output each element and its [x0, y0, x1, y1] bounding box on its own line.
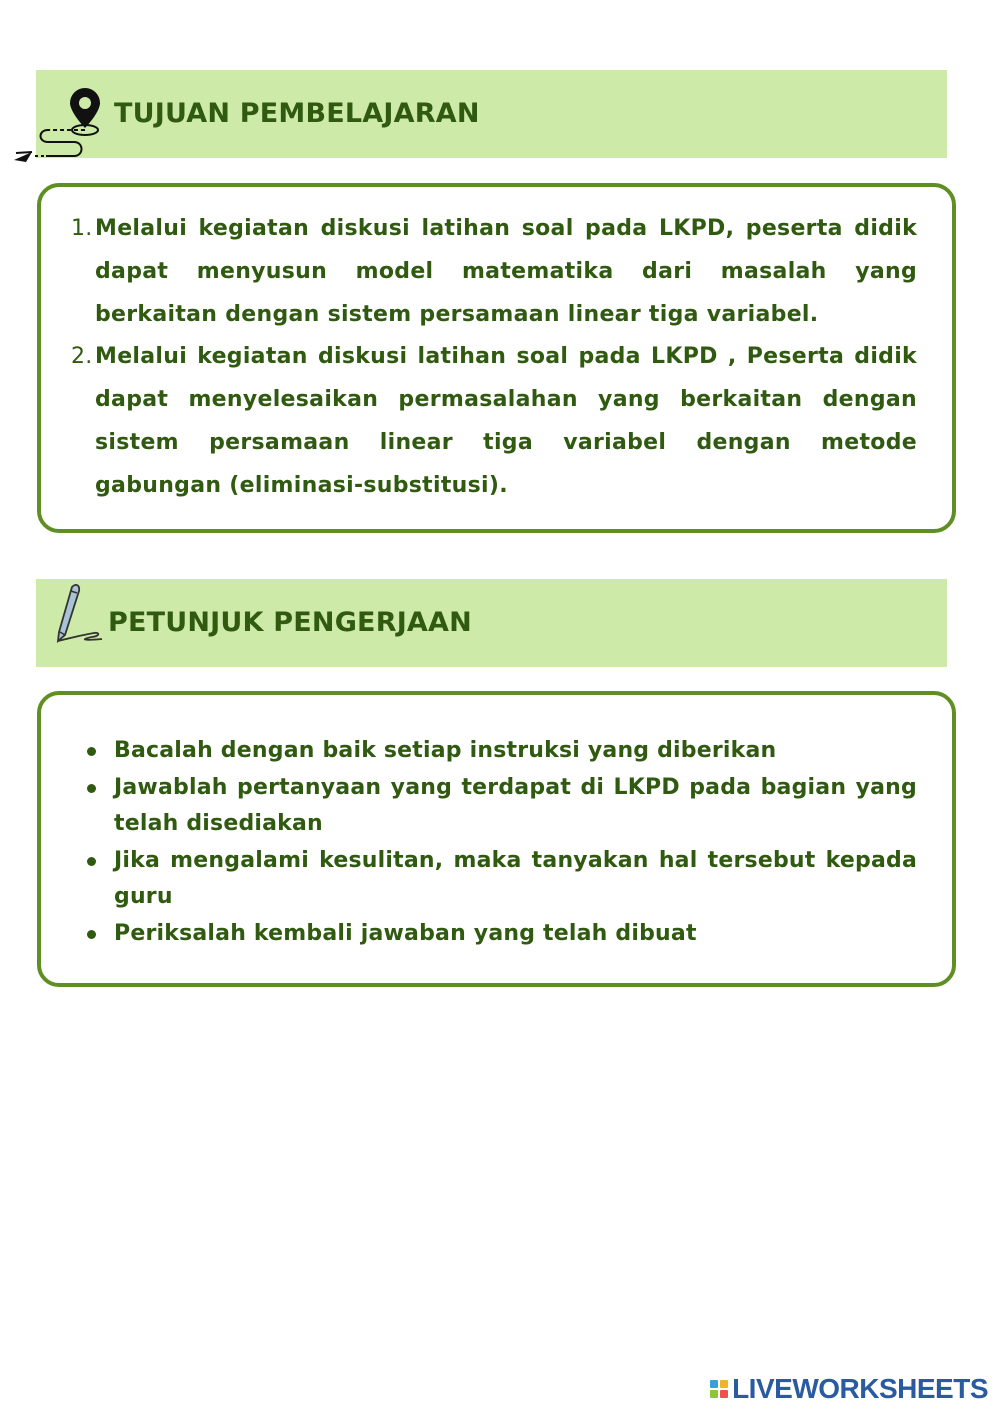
item-text: Jika mengalami kesulitan, maka tanyakan hal tersebut kepada guru	[114, 847, 917, 910]
pen-icon	[52, 583, 110, 647]
instructions-box	[37, 691, 956, 987]
item-text: Periksalah kembali jawaban yang telah dibuat	[114, 920, 697, 946]
goals-title: TUJUAN PEMBELAJARAN	[114, 98, 480, 129]
list-item	[71, 336, 917, 507]
list-item	[87, 916, 917, 953]
list-item	[71, 208, 917, 336]
goals-list	[71, 208, 917, 508]
item-text: Melalui kegiatan diskusi latihan soal pada LKPD, peserta didik dapat menyusun model matematika dari masalah yang berkaitan dengan sistem persamaan linear tiga variabel.	[95, 216, 917, 327]
list-item	[87, 843, 917, 916]
item-text: Bacalah dengan baik setiap instruksi yang diberikan	[114, 738, 777, 763]
goals-box	[37, 183, 956, 533]
instructions-title: PETUNJUK PENGERJAAN	[108, 607, 472, 638]
bullet-icon	[87, 930, 96, 939]
bullet-icon	[87, 784, 96, 793]
item-text: Melalui kegiatan diskusi latihan soal pada LKPD , Peserta didik dapat menyelesaikan permasalahan yang berkaitan dengan sistem persamaan linear tiga variabel dengan metode gabungan (eliminasi-substitusi).	[95, 344, 917, 498]
goals-header-band	[36, 70, 947, 158]
item-number: 1.	[71, 216, 93, 241]
list-item	[87, 770, 917, 843]
bullet-icon	[87, 747, 96, 756]
item-number: 2.	[71, 344, 93, 370]
liveworksheets-logo-icon	[710, 1380, 728, 1398]
liveworksheets-brand[interactable]	[710, 1374, 988, 1404]
item-text: Jawablah pertanyaan yang terdapat di LKPD pada bagian yang telah disediakan	[114, 774, 917, 837]
list-item	[87, 733, 917, 770]
location-pin-icon	[10, 86, 100, 166]
bullet-icon	[87, 857, 96, 866]
instructions-header-band	[36, 579, 947, 667]
brand-name: LIVEWORKSHEETS	[732, 1373, 988, 1404]
instructions-list	[87, 733, 917, 953]
